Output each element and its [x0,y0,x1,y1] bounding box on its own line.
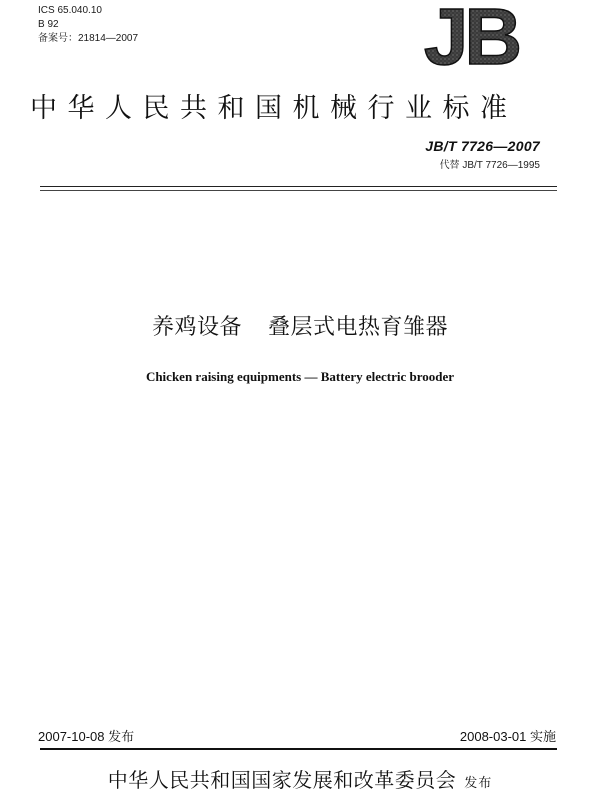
implement-date: 2008-03-01 实施 [459,729,556,744]
title-cn-product: 叠层式电热育雏器 [268,315,449,340]
standard-number-block [425,138,540,171]
footer-divider [40,748,557,750]
publisher-line [0,764,600,793]
publisher-suffix: 发布 [464,776,493,791]
header-codes [38,4,138,46]
record-number: 备案号：21814—2007 [38,33,139,44]
ics-code: ICS 65.040.10 [38,5,102,16]
publisher-name: 中华人民共和国国家发展和改革委员会 [107,768,457,792]
replaces-standard: 代替 JB/T 7726—1995 [439,160,540,171]
standard-number: JB/T 7726—2007 [425,138,540,154]
jb-logo-text: JB [423,2,519,70]
issue-date: 2007-10-08 发布 [38,729,135,744]
classification-code: B 92 [38,19,59,30]
title-cn-category: 养鸡设备 [151,315,242,340]
divider-thick [40,186,557,187]
divider-thin [40,190,557,191]
document-title-cn [0,310,600,341]
document-title-en: Chicken raising equipments — Battery electric brooder [145,369,455,384]
date-row [38,726,556,745]
jb-logo [408,2,534,70]
standard-title: 中华人民共和国机械行业标准 [30,93,518,124]
